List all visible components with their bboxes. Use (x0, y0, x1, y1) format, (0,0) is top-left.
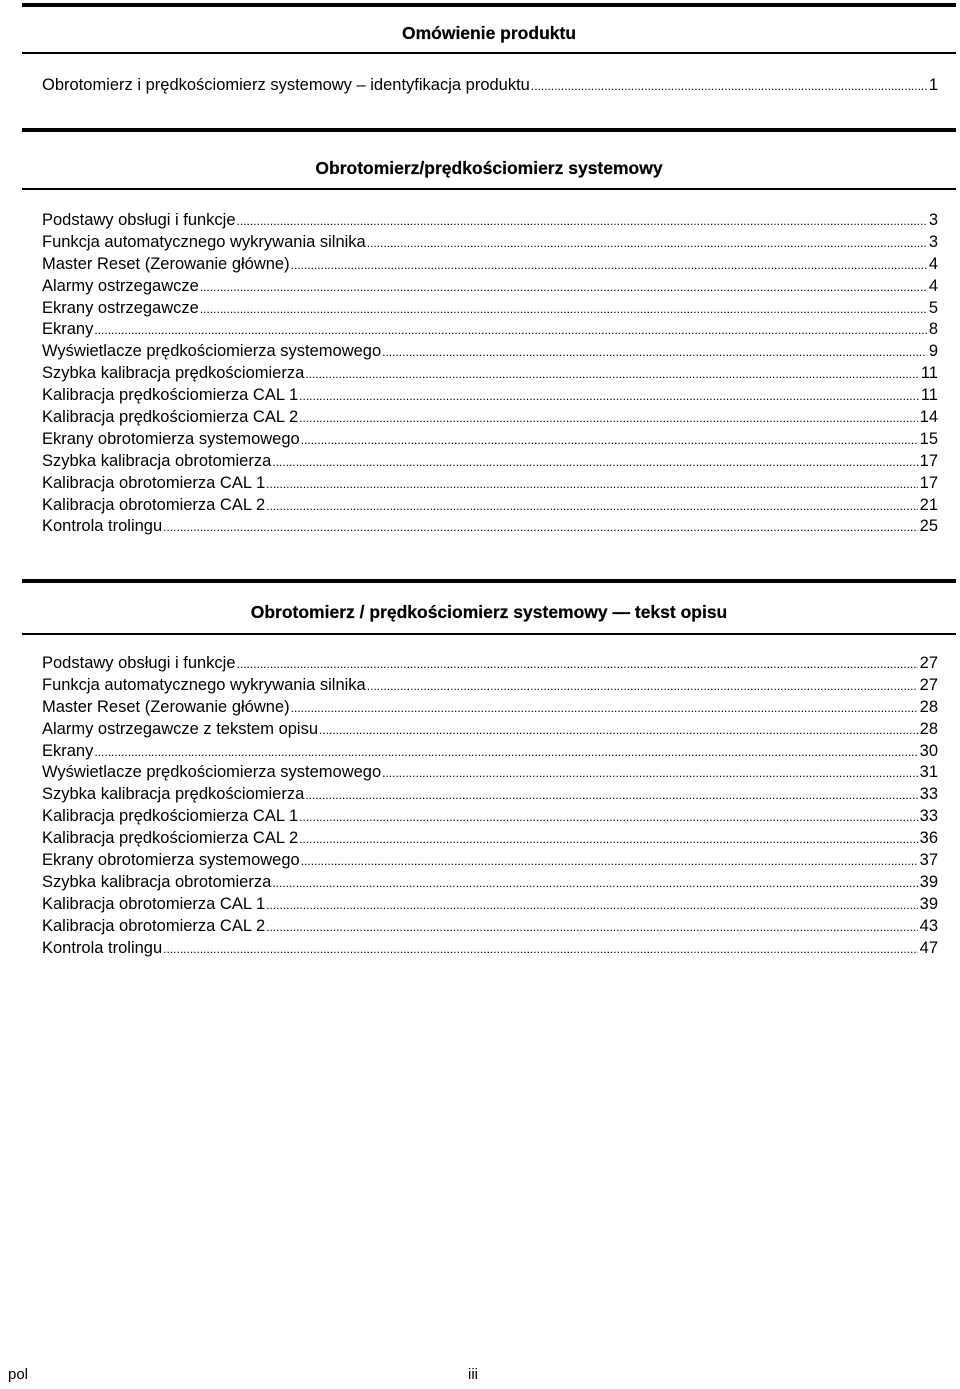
toc-entry-title: Kalibracja prędkościomierza CAL 2 (42, 829, 299, 848)
dot-leader (291, 698, 918, 720)
toc-entry[interactable] (42, 75, 938, 97)
toc-entry[interactable] (42, 850, 938, 872)
dot-leader (305, 785, 917, 807)
toc-entry[interactable] (42, 495, 938, 517)
dot-leader (299, 386, 919, 408)
dot-leader (305, 364, 919, 386)
toc-entry-title: Kalibracja obrotomierza CAL 1 (42, 473, 266, 492)
dot-leader (299, 829, 917, 851)
dot-leader (319, 720, 918, 742)
toc-entry-title: Ekrany (42, 320, 94, 339)
toc-entry-title: Podstawy obsługi i funkcje (42, 654, 236, 672)
toc-entry-title: Wyświetlacze prędkościomierza systemowego (42, 342, 382, 361)
toc-entry[interactable] (42, 276, 938, 298)
section-rule-top (22, 3, 956, 7)
toc-entry-page: 11 (920, 386, 938, 405)
footer-language: pol (8, 1366, 29, 1383)
dot-leader (163, 517, 917, 539)
toc-entry-page: 39 (919, 872, 938, 891)
section-rule-bottom (22, 188, 956, 190)
toc-entry[interactable] (42, 407, 938, 429)
toc-entry-page: 4 (928, 254, 938, 273)
dot-leader (301, 430, 918, 452)
toc-entry-title: Alarmy ostrzegawcze (42, 276, 199, 295)
toc-entry[interactable] (42, 894, 938, 916)
toc-entry[interactable] (42, 298, 938, 320)
toc-entry-page: 11 (920, 364, 938, 383)
toc-entry-page: 15 (919, 429, 938, 448)
dot-leader (291, 255, 927, 277)
toc-entry-page: 5 (928, 298, 938, 317)
toc-entry-page: 14 (919, 408, 938, 427)
toc-entry-page: 27 (919, 675, 938, 694)
dot-leader (94, 320, 926, 342)
toc-entry[interactable] (42, 254, 938, 276)
toc-list-system-gauge (42, 210, 938, 538)
toc-entry-page: 8 (928, 320, 938, 339)
toc-entry[interactable] (42, 741, 938, 763)
toc-entry-page: 30 (919, 741, 938, 760)
dot-leader (266, 496, 917, 518)
toc-entry-page: 1 (928, 76, 938, 94)
toc-entry-page: 17 (919, 451, 938, 470)
dot-leader (266, 895, 917, 917)
dot-leader (163, 939, 917, 961)
toc-entry-title: Kontrola trolingu (42, 938, 163, 957)
toc-entry[interactable] (42, 675, 938, 697)
toc-entry-title: Kalibracja prędkościomierza CAL 1 (42, 807, 299, 826)
dot-leader (266, 917, 917, 939)
toc-entry-title: Ekrany obrotomierza systemowego (42, 851, 300, 870)
toc-entry[interactable] (42, 232, 938, 254)
toc-entry-title: Master Reset (Zerowanie główne) (42, 254, 290, 273)
toc-entry-title: Kalibracja prędkościomierza CAL 1 (42, 386, 299, 405)
toc-entry-page: 33 (919, 785, 938, 804)
dot-leader (200, 299, 927, 321)
toc-entry[interactable] (42, 938, 938, 960)
toc-entry-title: Kontrola trolingu (42, 517, 163, 536)
toc-entry-title: Master Reset (Zerowanie główne) (42, 697, 290, 716)
toc-entry-title: Kalibracja obrotomierza CAL 2 (42, 495, 266, 514)
toc-entry-page: 4 (928, 276, 938, 295)
dot-leader (272, 873, 917, 895)
dot-leader (237, 211, 927, 233)
section-heading-text-display: Obrotomierz / prędkościomierz systemowy — tekst opisu (250, 602, 728, 622)
toc-entry-page: 17 (919, 473, 938, 492)
section-rule-top (22, 128, 956, 132)
dot-leader (200, 277, 927, 299)
toc-entry-title: Wyświetlacze prędkościomierza systemowego (42, 763, 382, 782)
toc-entry-page: 37 (919, 851, 938, 870)
toc-entry-page: 9 (928, 342, 938, 361)
dot-leader (367, 233, 927, 255)
toc-entry-title: Ekrany obrotomierza systemowego (42, 429, 300, 448)
toc-entry-page: 25 (919, 517, 938, 536)
dot-leader (94, 742, 917, 764)
toc-entry[interactable] (42, 697, 938, 719)
dot-leader (382, 763, 918, 785)
toc-entry-title: Funkcja automatycznego wykrywania silnika (42, 675, 366, 694)
toc-entry[interactable] (42, 806, 938, 828)
toc-entry-page: 36 (919, 829, 938, 848)
toc-entry-title: Szybka kalibracja obrotomierza (42, 872, 272, 891)
toc-entry-page: 27 (919, 654, 938, 672)
toc-entry[interactable] (42, 341, 938, 363)
toc-entry-title: Funkcja automatycznego wykrywania silnika (42, 232, 366, 251)
toc-entry-title: Szybka kalibracja prędkościomierza (42, 785, 305, 804)
dot-leader (299, 807, 917, 829)
toc-entry[interactable] (42, 210, 938, 232)
toc-entry-title: Kalibracja prędkościomierza CAL 2 (42, 408, 299, 427)
toc-entry[interactable] (42, 319, 938, 341)
toc-entry[interactable] (42, 719, 938, 741)
toc-entry[interactable] (42, 363, 938, 385)
toc-entry-title: Szybka kalibracja obrotomierza (42, 451, 272, 470)
section-heading-overview: Omówienie produktu (401, 23, 577, 43)
footer-page-number: iii (468, 1366, 478, 1383)
toc-entry[interactable] (42, 784, 938, 806)
dot-leader (237, 654, 918, 676)
toc-entry[interactable] (42, 828, 938, 850)
toc-entry[interactable] (42, 916, 938, 938)
toc-entry-title: Alarmy ostrzegawcze z tekstem opisu (42, 719, 319, 738)
section-rule-bottom (22, 633, 956, 635)
dot-leader (301, 851, 918, 873)
section-rule-top (22, 579, 956, 583)
toc-entry-page: 43 (919, 916, 938, 935)
section-heading-system-gauge: Obrotomierz/prędkościomierz systemowy (315, 158, 663, 178)
toc-entry-page: 47 (919, 938, 938, 957)
dot-leader (531, 76, 927, 98)
toc-entry[interactable] (42, 872, 938, 894)
toc-entry[interactable] (42, 653, 938, 675)
dot-leader (266, 474, 917, 496)
toc-entry-page: 28 (919, 719, 938, 738)
toc-entry-title: Ekrany ostrzegawcze (42, 298, 199, 317)
toc-entry[interactable] (42, 451, 938, 473)
toc-entry-page: 3 (928, 232, 938, 251)
section-rule-bottom (22, 52, 956, 54)
toc-entry[interactable] (42, 516, 938, 538)
dot-leader (382, 342, 927, 364)
toc-entry-page: 3 (928, 211, 938, 229)
dot-leader (272, 452, 917, 474)
toc-entry-page: 39 (919, 894, 938, 913)
toc-entry-title: Podstawy obsługi i funkcje (42, 211, 236, 229)
toc-entry-page: 21 (919, 495, 938, 514)
toc-entry-title: Szybka kalibracja prędkościomierza (42, 364, 305, 383)
toc-entry-page: 33 (919, 807, 938, 826)
toc-entry[interactable] (42, 473, 938, 495)
toc-entry-page: 31 (919, 763, 938, 782)
dot-leader (367, 676, 918, 698)
toc-entry[interactable] (42, 429, 938, 451)
toc-entry-title: Kalibracja obrotomierza CAL 2 (42, 916, 266, 935)
toc-entry-title: Ekrany (42, 741, 94, 760)
toc-entry[interactable] (42, 762, 938, 784)
toc-entry[interactable] (42, 385, 938, 407)
toc-entry-page: 28 (919, 697, 938, 716)
dot-leader (299, 408, 917, 430)
toc-entry-title: Kalibracja obrotomierza CAL 1 (42, 894, 266, 913)
toc-list-overview (42, 75, 938, 97)
toc-list-text-display (42, 653, 938, 959)
toc-entry-title: Obrotomierz i prędkościomierz systemowy – identyfikacja produktu (42, 76, 530, 94)
